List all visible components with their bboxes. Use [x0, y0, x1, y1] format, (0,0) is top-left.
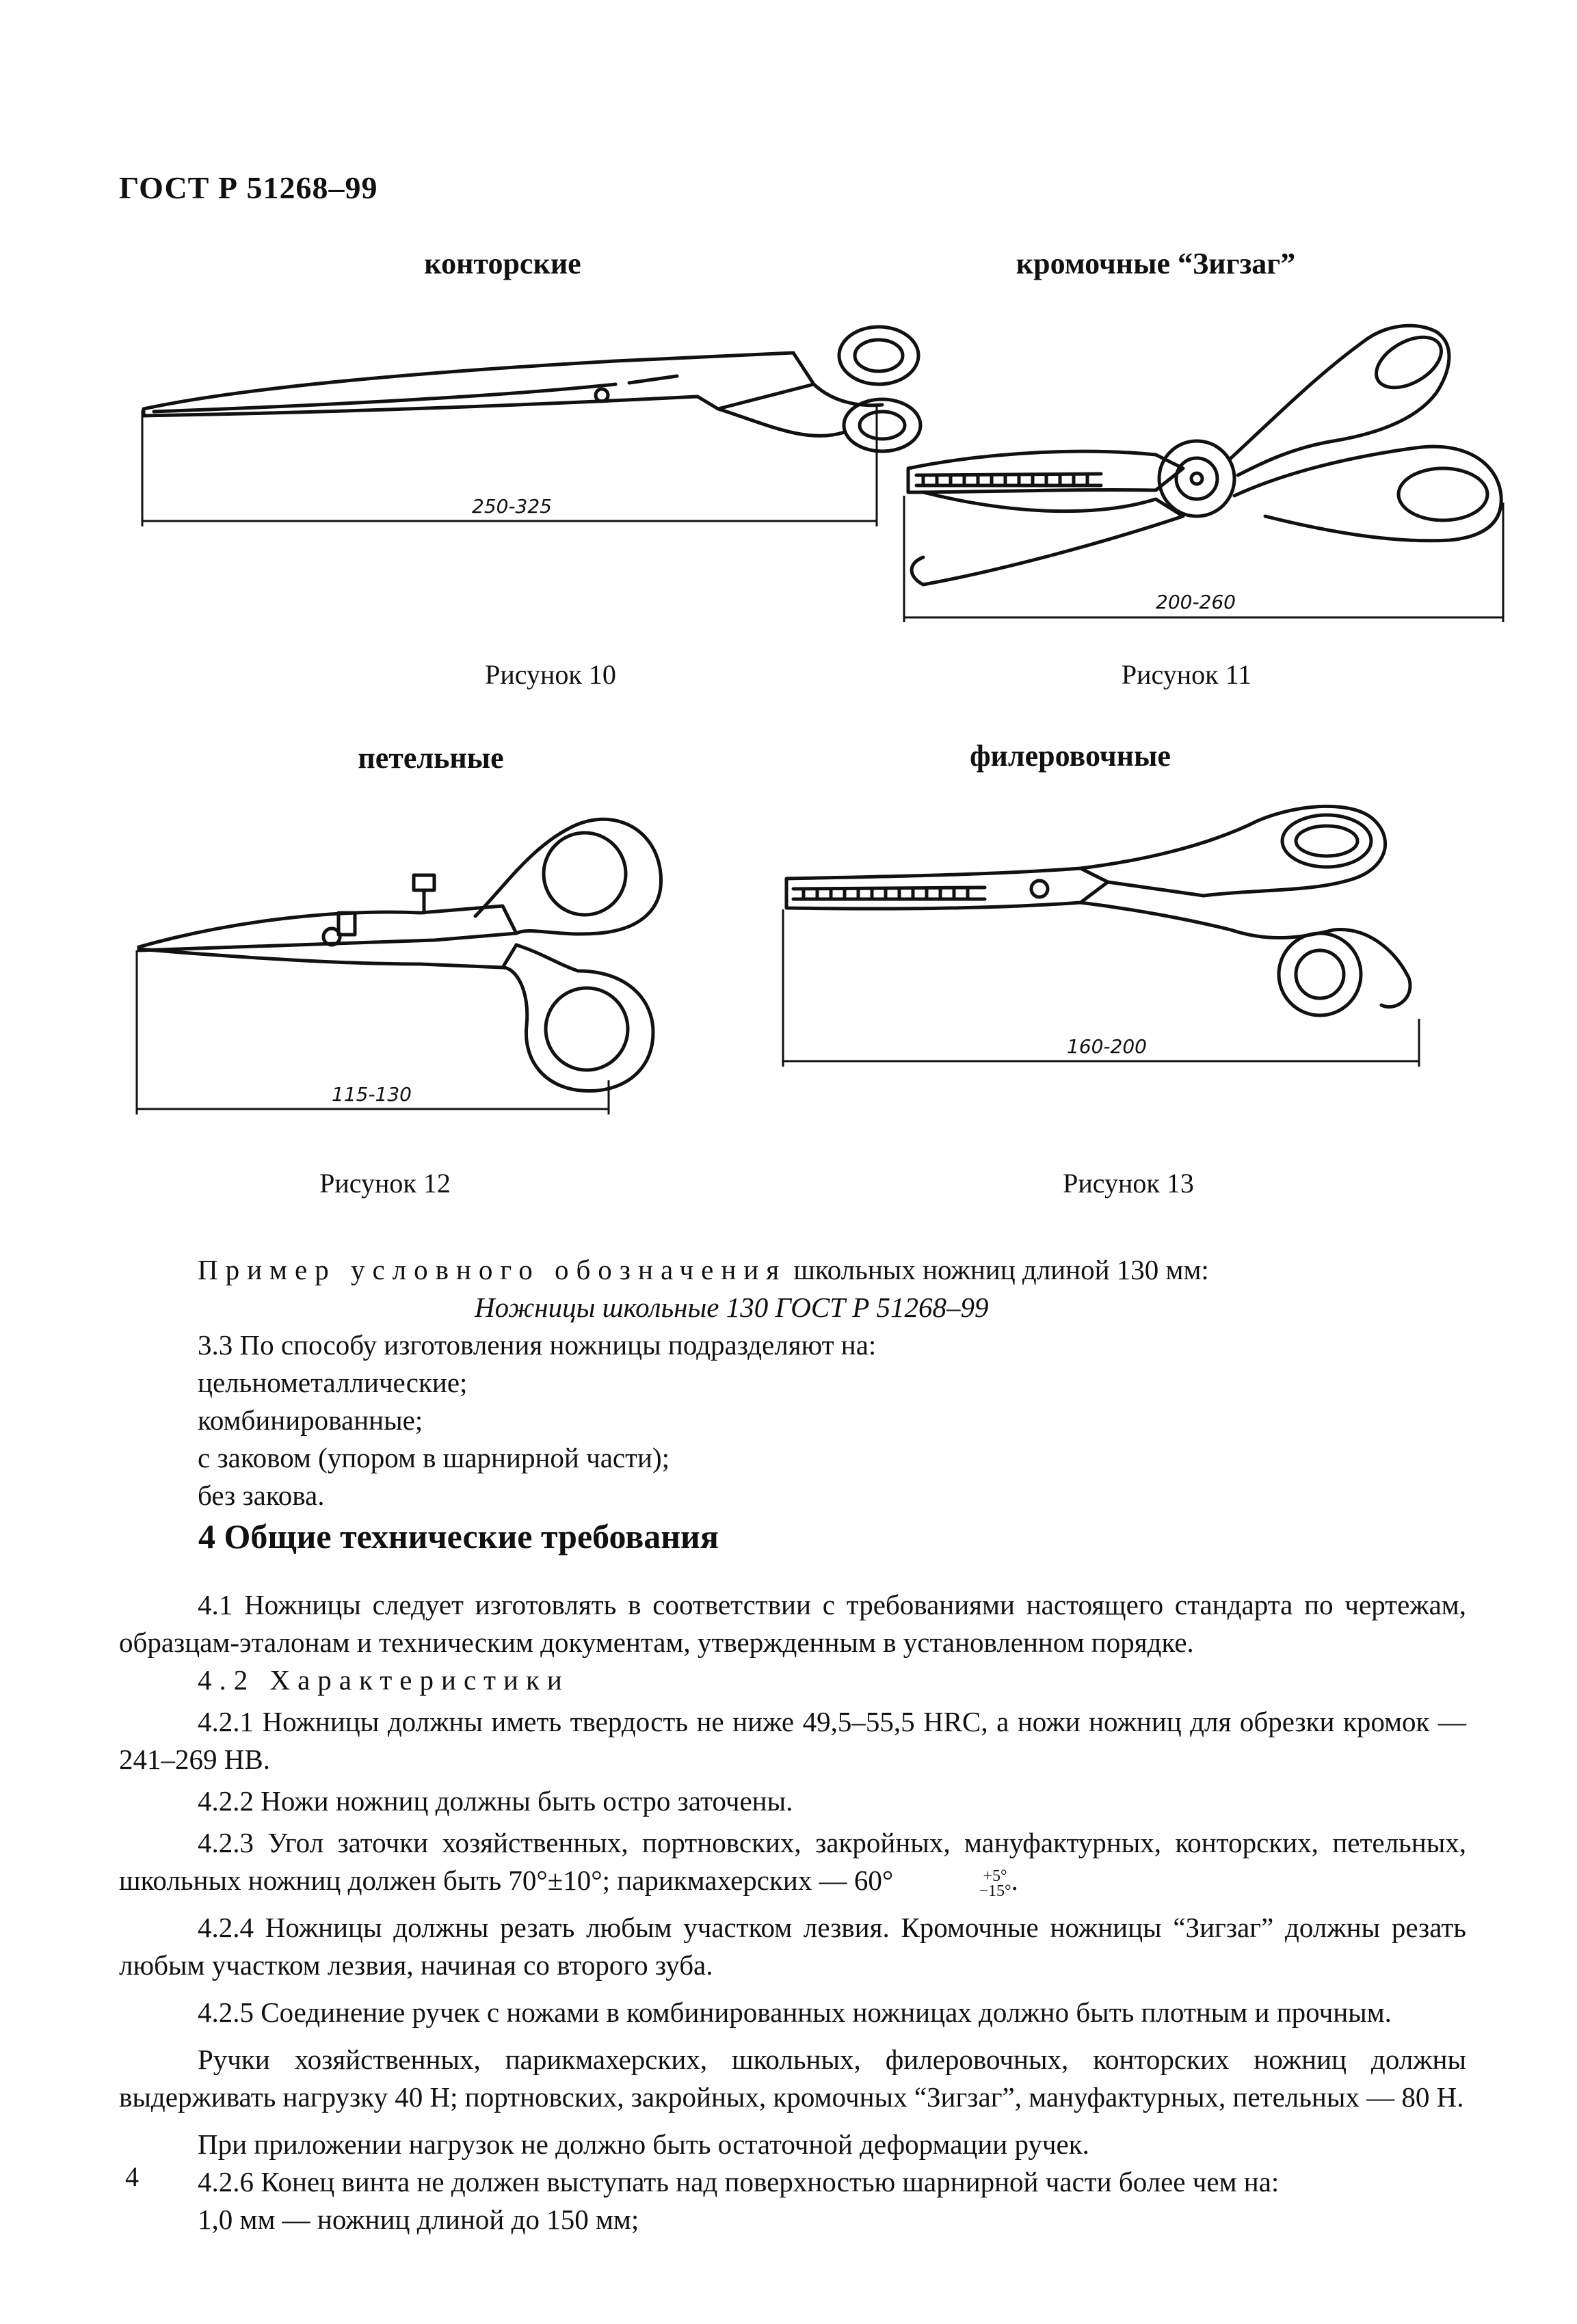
- figure-12-title: петельные: [358, 741, 504, 775]
- paragraph-4-2-5-loads: Ручки хозяйственных, парикмахерских, школьных, филеровочных, конторских ножниц должны выдерживать нагрузку 40 Н; портновских, закройных, кромочных “Зигзаг”, мануфактурных, петельных — 80 Н.: [119, 2044, 1466, 2113]
- section-4-title: 4 Общие технические требования: [198, 1517, 719, 1555]
- example-designation: Ножницы школьные 130 ГОСТ Р 51268–99: [475, 1292, 989, 1323]
- section-4-body: [119, 1586, 1466, 2239]
- figure-10-title: конторские: [424, 247, 581, 280]
- example-line: [119, 1251, 1466, 1289]
- figure-12-scissors-drawing: [133, 793, 626, 1121]
- paragraph-4-2-4: 4.2.4 Ножницы должны резать любым участком лезвия. Кромочные ножницы “Зигзаг” должны резать любым участком лезвия, начиная со второго зуба.: [119, 1912, 1466, 1981]
- paragraph-4-2-1: 4.2.1 Ножницы должны иметь твердость не ниже 49,5–55,5 HRC, а ножи ножниц для обрезки кромок — 241–269 НВ.: [119, 1706, 1466, 1775]
- example-label: Пример условного обозначения: [198, 1254, 787, 1285]
- figure-13-dimension: 160-200: [1067, 1035, 1147, 1058]
- paragraph-4-2-2: 4.2.2 Ножи ножниц должны быть остро заточены.: [198, 1785, 793, 1817]
- paragraph-4-2-3-text: 4.2.3 Угол заточки хозяйственных, портновских, закройных, мануфактурных, конторских, петельных, школьных ножниц должен быть 70°±10°; парикмахерских — 60°: [119, 1827, 1466, 1896]
- figure-12-caption: Рисунок 12: [319, 1168, 451, 1199]
- clause-3-3-item: без закова.: [198, 1480, 325, 1511]
- example-rest: школьных ножниц длиной 130 мм:: [786, 1254, 1209, 1285]
- figure-10-scissors-drawing: [137, 308, 889, 540]
- figure-13-scissors-drawing: [780, 793, 1436, 1067]
- tolerance-plus: +5°: [983, 1867, 1007, 1885]
- clause-3-3-item: с заковом (упором в шарнирной части);: [198, 1442, 670, 1473]
- page-number: 4: [125, 2161, 139, 2192]
- paragraph-4-1: 4.1 Ножницы следует изготовлять в соответствии с требованиями настоящего стандарта по чертежам, образцам-эталонам и техническим документам, утвержденным в установленном порядке.: [119, 1589, 1466, 1658]
- figure-11-dimension: 200-260: [1156, 591, 1236, 613]
- tolerance-minus: −15°: [979, 1882, 1011, 1900]
- figure-13-caption: Рисунок 13: [1063, 1168, 1194, 1199]
- document-header: ГОСТ Р 51268–99: [119, 170, 378, 205]
- figure-11-scissors-drawing: [896, 311, 1511, 639]
- clause-3-3-item: комбинированные;: [198, 1404, 423, 1436]
- figure-10-dimension: 250-325: [472, 495, 552, 518]
- clause-3-3-item: цельнометаллические;: [198, 1367, 468, 1398]
- paragraph-4-2-3: [119, 1824, 1466, 1899]
- paragraph-4-2: 4.2 Характеристики: [198, 1664, 570, 1696]
- paragraph-4-2-5-deformation: При приложении нагрузок не должно быть остаточной деформации ручек.: [198, 2128, 1089, 2160]
- figure-11-caption: Рисунок 11: [1121, 659, 1252, 690]
- paragraph-4-2-5: 4.2.5 Соединение ручек с ножами в комбинированных ножницах должно быть плотным и прочным.: [198, 1996, 1392, 2028]
- figure-12-dimension: 115-130: [332, 1083, 412, 1106]
- paragraph-4-2-6: 4.2.6 Конец винта не должен выступать над поверхностью шарнирной части более чем на:: [198, 2166, 1280, 2198]
- paragraph-4-2-3-end: .: [1011, 1865, 1018, 1896]
- clause-3-3-intro: 3.3 По способу изготовления ножницы подразделяют на:: [198, 1329, 877, 1361]
- angle-tolerance: [901, 1869, 1011, 1899]
- figure-10-caption: Рисунок 10: [485, 659, 616, 690]
- paragraph-4-2-6-item: 1,0 мм — ножниц длиной до 150 мм;: [198, 2204, 639, 2235]
- figure-13-title: филеровочные: [970, 739, 1171, 773]
- example-and-clause-3-3: [119, 1251, 1466, 1514]
- figure-11-title: кромочные “Зигзаг”: [1016, 247, 1296, 280]
